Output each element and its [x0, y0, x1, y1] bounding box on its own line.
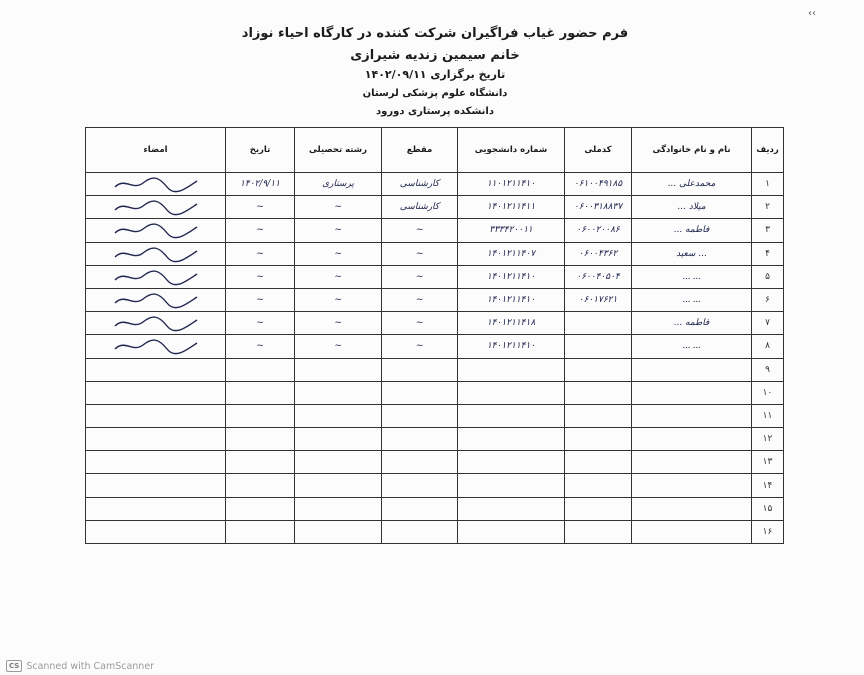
workshop-date: تاریخ برگزاری ۱۴۰۲/۰۹/۱۱	[364, 68, 506, 81]
level-cell	[382, 358, 458, 381]
handwritten-signature-icon	[111, 175, 201, 193]
table-row	[86, 520, 784, 543]
date-cell	[226, 520, 295, 543]
row-number: ۱۱	[752, 404, 784, 427]
header-field: رشته تحصیلی	[295, 128, 382, 173]
table-row	[86, 242, 784, 265]
level-cell	[382, 451, 458, 474]
school-name: دانشکده پرستاری دورود	[376, 106, 494, 117]
row-number: ۱۴	[752, 474, 784, 497]
student-number-cell: ۳۳۳۴۲۰۰۱۱	[458, 219, 565, 242]
name-cell	[632, 451, 752, 474]
national-code-cell	[565, 335, 632, 358]
national-code-cell	[565, 428, 632, 451]
name-cell: محمدعلی ...	[632, 173, 752, 196]
name-cell	[632, 520, 752, 543]
signature-cell	[86, 265, 226, 288]
name-cell	[632, 404, 752, 427]
handwritten-signature-icon	[111, 198, 201, 216]
student-number-cell	[458, 381, 565, 404]
attendance-table	[85, 127, 784, 544]
student-number-cell	[458, 451, 565, 474]
date-cell: ~	[226, 288, 295, 311]
name-cell	[632, 381, 752, 404]
level-cell: ~	[382, 242, 458, 265]
level-cell	[382, 497, 458, 520]
field-cell	[295, 474, 382, 497]
national-code-cell: ۰۶۰۰۴۳۶۲	[565, 242, 632, 265]
name-cell: فاطمه ...	[632, 219, 752, 242]
row-number: ۲	[752, 196, 784, 219]
row-number: ۱	[752, 173, 784, 196]
table-row	[86, 219, 784, 242]
date-cell	[226, 497, 295, 520]
level-cell: ~	[382, 335, 458, 358]
row-number: ۱۳	[752, 451, 784, 474]
date-cell	[226, 474, 295, 497]
field-cell	[295, 497, 382, 520]
signature-cell	[86, 196, 226, 219]
date-cell	[226, 358, 295, 381]
row-number: ۸	[752, 335, 784, 358]
date-cell: ~	[226, 242, 295, 265]
table-row	[86, 335, 784, 358]
row-number: ۱۲	[752, 428, 784, 451]
signature-cell	[86, 173, 226, 196]
national-code-cell	[565, 404, 632, 427]
field-cell: ~	[295, 312, 382, 335]
name-cell: ... ...	[632, 265, 752, 288]
table-row	[86, 404, 784, 427]
university-name: دانشگاه علوم پزشکی لرستان	[362, 88, 508, 99]
signature-cell	[86, 451, 226, 474]
row-number: ۶	[752, 288, 784, 311]
signature-cell	[86, 474, 226, 497]
row-number: ۴	[752, 242, 784, 265]
signature-cell	[86, 428, 226, 451]
national-code-cell: ۰۶۱۰۰۴۹۱۸۵	[565, 173, 632, 196]
table-row	[86, 381, 784, 404]
table-row	[86, 451, 784, 474]
level-cell	[382, 404, 458, 427]
table-row	[86, 428, 784, 451]
field-cell	[295, 358, 382, 381]
name-cell: ... ...	[632, 288, 752, 311]
national-code-cell	[565, 381, 632, 404]
date-cell: ~	[226, 312, 295, 335]
header-row-number: ردیف	[752, 128, 784, 173]
national-code-cell	[565, 474, 632, 497]
level-cell	[382, 520, 458, 543]
student-number-cell	[458, 497, 565, 520]
name-cell	[632, 474, 752, 497]
row-number: ۱۵	[752, 497, 784, 520]
level-cell	[382, 381, 458, 404]
student-number-cell	[458, 428, 565, 451]
field-cell	[295, 428, 382, 451]
row-number: ۳	[752, 219, 784, 242]
date-cell: ۱۴۰۲/۹/۱۱	[226, 173, 295, 196]
student-number-cell: ۱۴۰۱۲۱۱۴۱۰	[458, 288, 565, 311]
handwritten-signature-icon	[111, 221, 201, 239]
date-cell: ~	[226, 196, 295, 219]
student-number-cell: ۱۴۰۱۲۱۱۴۱۰	[458, 335, 565, 358]
national-code-cell	[565, 312, 632, 335]
handwritten-signature-icon	[111, 337, 201, 355]
handwritten-signature-icon	[111, 314, 201, 332]
level-cell	[382, 474, 458, 497]
row-number: ۱۰	[752, 381, 784, 404]
form-title: فرم حضور غیاب فراگیران شرکت کننده در کارگاه احیاء نوزاد	[241, 26, 629, 41]
national-code-cell: ۰۶۰۱۷۶۲۱	[565, 288, 632, 311]
student-number-cell: ۱۱۰۱۲۱۱۴۱۰	[458, 173, 565, 196]
handwritten-signature-icon	[111, 291, 201, 309]
camscanner-watermark	[6, 660, 154, 672]
table-row	[86, 474, 784, 497]
table-row	[86, 358, 784, 381]
header-date: تاریخ	[226, 128, 295, 173]
field-cell: ~	[295, 242, 382, 265]
header-signature: امضاء	[86, 128, 226, 173]
field-cell: ~	[295, 335, 382, 358]
signature-cell	[86, 404, 226, 427]
field-cell: پرستاری	[295, 173, 382, 196]
student-number-cell	[458, 358, 565, 381]
student-number-cell: ۱۴۰۱۲۱۱۴۰۷	[458, 242, 565, 265]
name-cell: میلاد ...	[632, 196, 752, 219]
camscanner-logo-icon: CS	[6, 660, 22, 672]
field-cell: ~	[295, 196, 382, 219]
header-name: نام و نام خانوادگی	[632, 128, 752, 173]
name-cell: فاطمه ...	[632, 312, 752, 335]
field-cell: ~	[295, 288, 382, 311]
row-number: ۹	[752, 358, 784, 381]
student-number-cell: ۱۴۰۱۲۱۱۴۱۱	[458, 196, 565, 219]
level-cell	[382, 428, 458, 451]
date-cell: ~	[226, 219, 295, 242]
name-cell	[632, 428, 752, 451]
date-cell: ~	[226, 335, 295, 358]
date-cell	[226, 451, 295, 474]
date-cell	[226, 404, 295, 427]
table-row	[86, 497, 784, 520]
student-number-cell	[458, 404, 565, 427]
signature-cell	[86, 520, 226, 543]
level-cell: ~	[382, 219, 458, 242]
signature-cell	[86, 219, 226, 242]
national-code-cell	[565, 520, 632, 543]
national-code-cell	[565, 358, 632, 381]
name-cell	[632, 497, 752, 520]
handwritten-signature-icon	[111, 268, 201, 286]
row-number: ۵	[752, 265, 784, 288]
national-code-cell	[565, 451, 632, 474]
student-number-cell: ۱۴۰۱۲۱۱۴۱۸	[458, 312, 565, 335]
signature-cell	[86, 358, 226, 381]
level-cell: ~	[382, 312, 458, 335]
signature-cell	[86, 242, 226, 265]
table-row	[86, 196, 784, 219]
corner-mark: ‹‹	[808, 8, 816, 19]
row-number: ۷	[752, 312, 784, 335]
field-cell	[295, 520, 382, 543]
table-row	[86, 173, 784, 196]
date-cell	[226, 381, 295, 404]
name-cell	[632, 358, 752, 381]
national-code-cell: ۰۶۰۰۳۱۸۸۳۷	[565, 196, 632, 219]
table-row	[86, 288, 784, 311]
level-cell: کارشناسی	[382, 196, 458, 219]
header-student-number: شماره دانشجویی	[458, 128, 565, 173]
field-cell: ~	[295, 219, 382, 242]
national-code-cell: ۰۶۰۰۲۰۰۸۶	[565, 219, 632, 242]
field-cell	[295, 404, 382, 427]
table-row	[86, 312, 784, 335]
signature-cell	[86, 381, 226, 404]
header-national-code: کدملی	[565, 128, 632, 173]
table-header-row	[86, 128, 784, 173]
national-code-cell: ۰۶۰۰۴۰۵۰۴	[565, 265, 632, 288]
field-cell	[295, 451, 382, 474]
row-number: ۱۶	[752, 520, 784, 543]
national-code-cell	[565, 497, 632, 520]
table-row	[86, 265, 784, 288]
header-level: مقطع	[382, 128, 458, 173]
level-cell: ~	[382, 288, 458, 311]
date-cell	[226, 428, 295, 451]
student-number-cell	[458, 474, 565, 497]
field-cell: ~	[295, 265, 382, 288]
level-cell: ~	[382, 265, 458, 288]
signature-cell	[86, 312, 226, 335]
name-cell: ... ...	[632, 335, 752, 358]
signature-cell	[86, 335, 226, 358]
instructor-name: خانم سیمین زندیه شیرازی	[350, 48, 520, 63]
date-cell: ~	[226, 265, 295, 288]
watermark-text: Scanned with CamScanner	[26, 660, 155, 672]
signature-cell	[86, 288, 226, 311]
student-number-cell	[458, 520, 565, 543]
signature-cell	[86, 497, 226, 520]
field-cell	[295, 381, 382, 404]
level-cell: کارشناسی	[382, 173, 458, 196]
student-number-cell: ۱۴۰۱۲۱۱۴۱۰	[458, 265, 565, 288]
name-cell: ... سعید	[632, 242, 752, 265]
handwritten-signature-icon	[111, 245, 201, 263]
